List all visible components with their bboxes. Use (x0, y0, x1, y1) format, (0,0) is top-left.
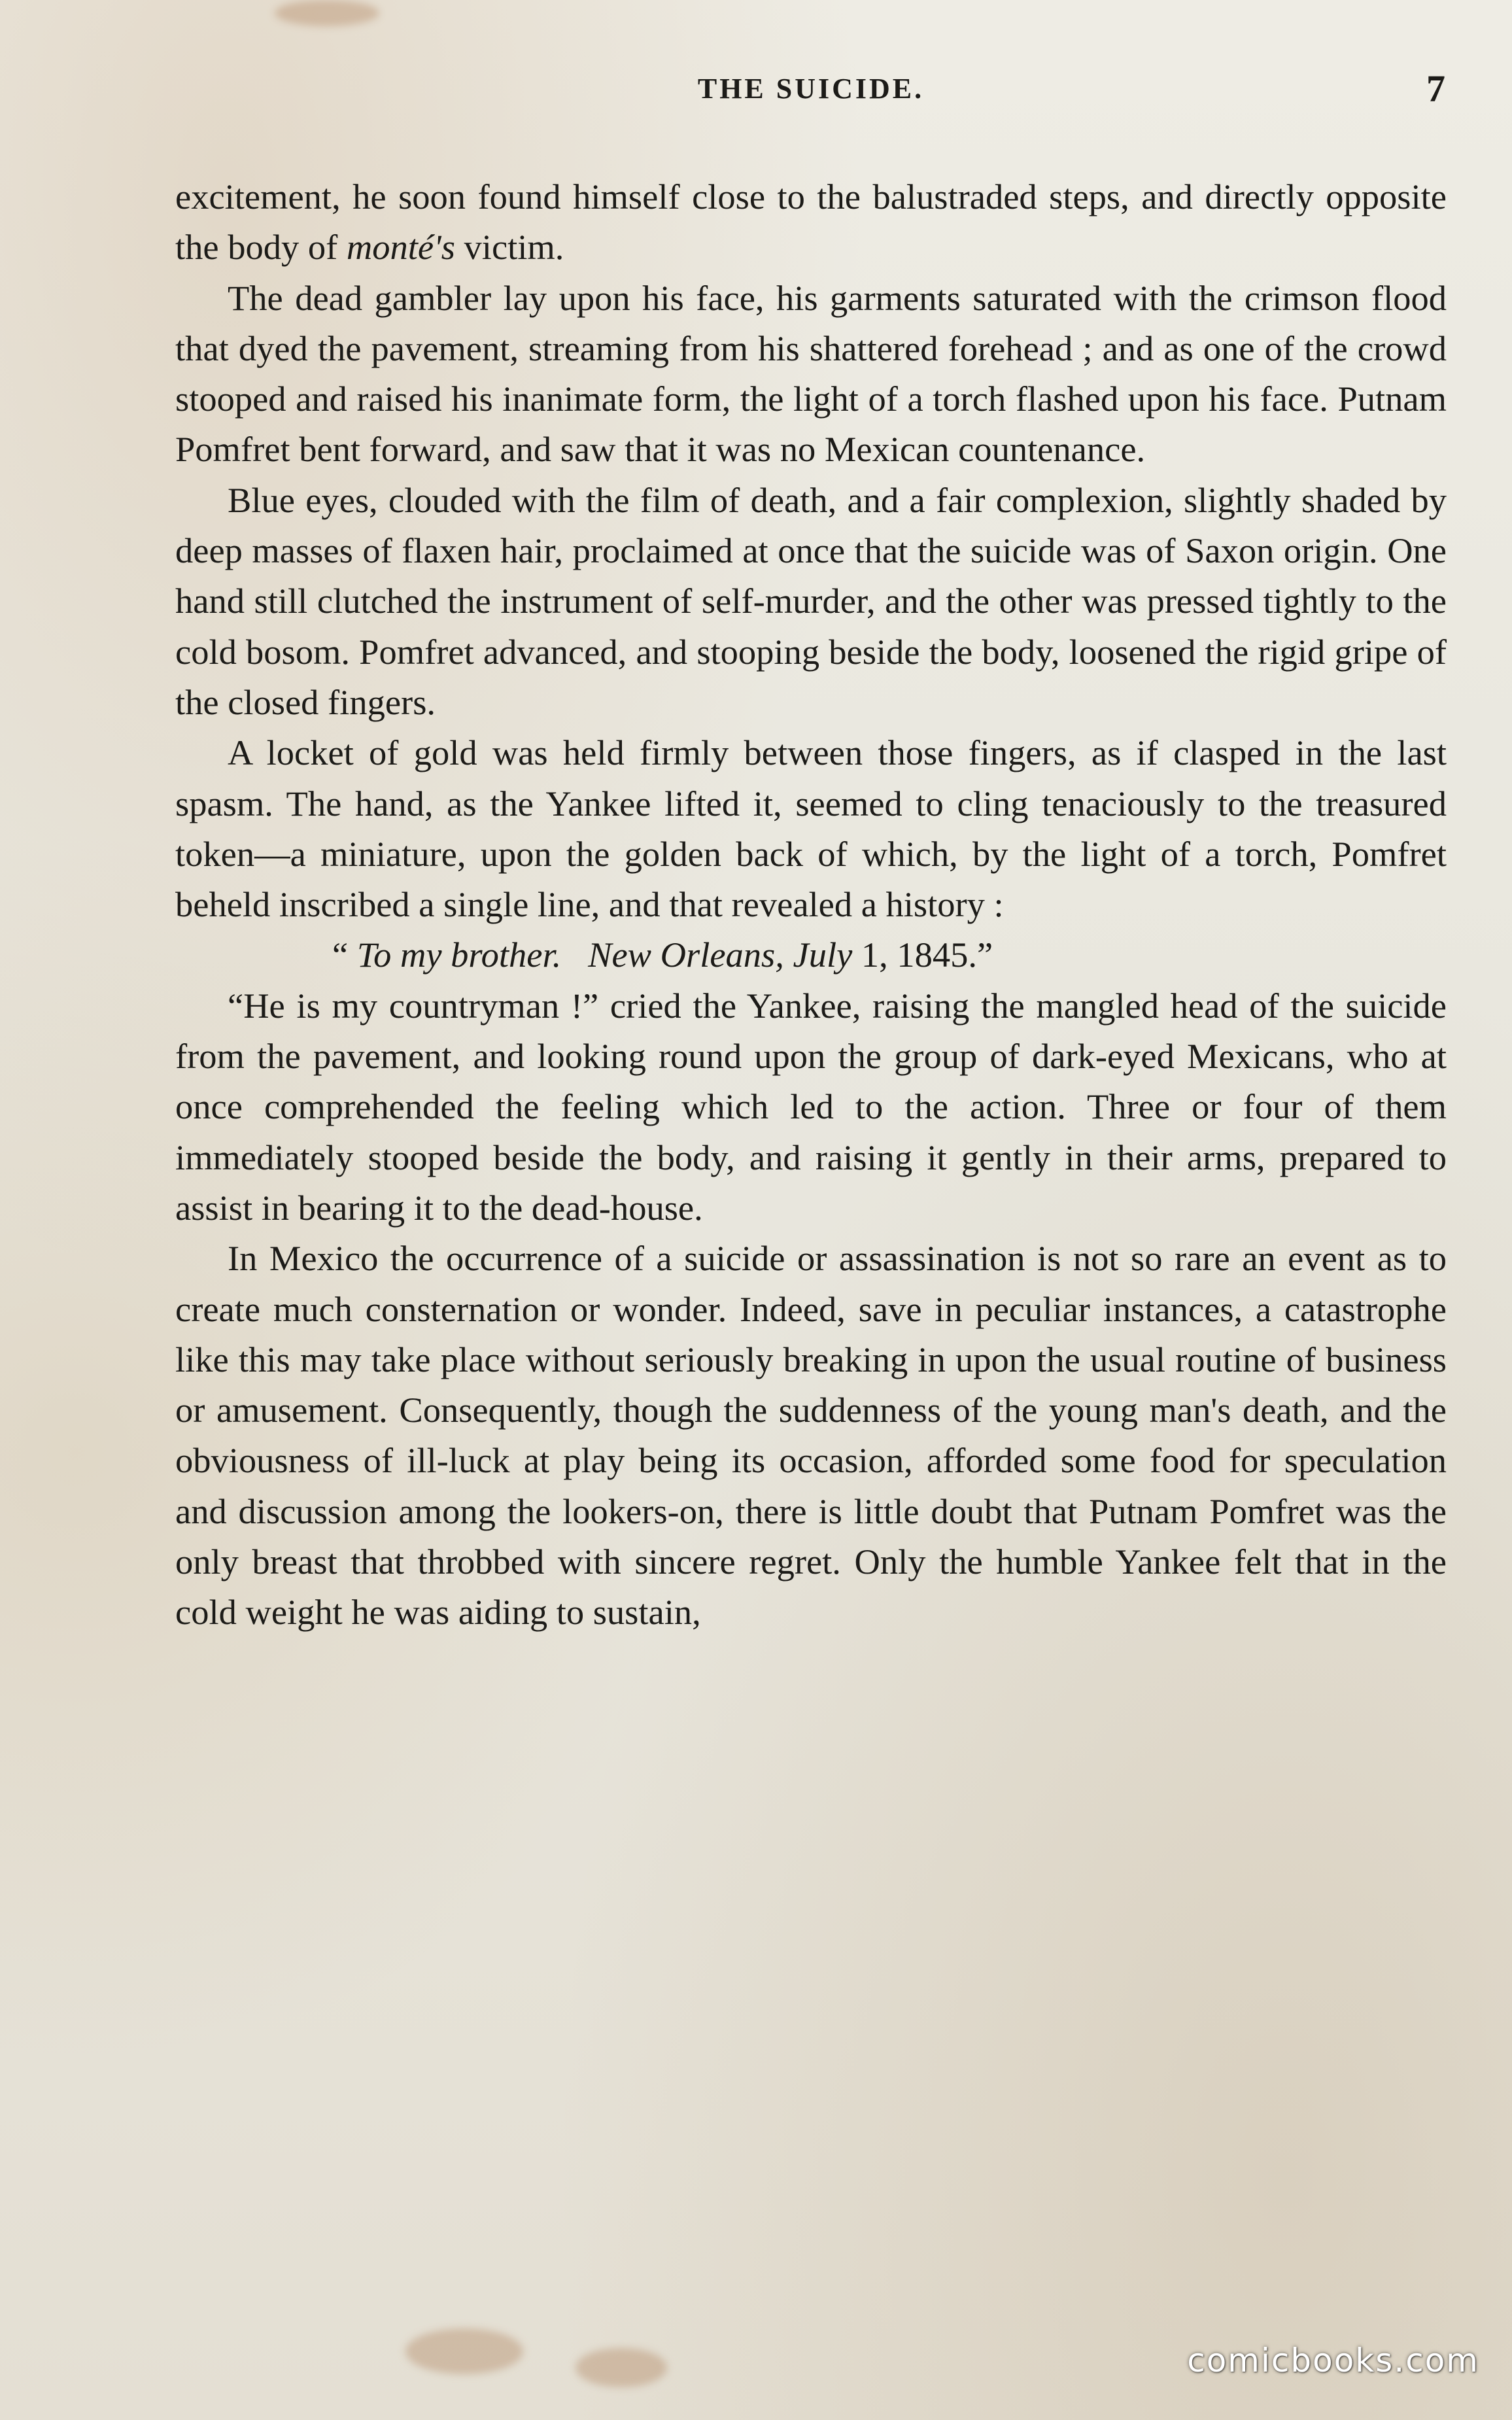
paper-stain (576, 2348, 667, 2387)
inscription-date: 1, 1845.” (852, 935, 993, 975)
page-number: 7 (1426, 67, 1445, 110)
inscription-open-quote: “ (332, 935, 357, 975)
paragraph-4: A locket of gold was held firmly between those fingers, as if clasped in the last spasm. The hand, as the Yankee lifted it, seemed to cling tenaciously to the treasured token—a miniature, upon the golden back of which, by the light of a torch, Pomfret beheld inscribed a single line, and that revealed a history : (175, 733, 1447, 925)
body-text (175, 171, 1447, 1638)
paragraph-6: In Mexico the occurrence of a suicide or assassination is not so rare an event as to create much consternation or wonder. Indeed, save in peculiar instances, a catastrophe like this may take place without seriously breaking in upon the usual routine of business or amusement. Consequently, though the suddenness of the young man's death, and the obviousness of ill-luck at play being its occasion, afforded some food for speculation and discussion among the lookers-on, there is little doubt that Putnam Pomfret was the only breast that throbbed with sincere regret. Only the humble Yankee felt that in the cold weight he was aiding to sustain, (175, 1238, 1447, 1633)
running-head: THE SUICIDE. (697, 73, 925, 105)
paragraph-5: “He is my countryman !” cried the Yankee, raising the mangled head of the suicide from the pavement, and looking round upon the group of dark-eyed Mexicans, who at once comprehended the feeling which led to the action. Three or four of them immediately stooped beside the body, and raising it gently in their arms, prepared to assist in bearing it to the dead-house. (175, 985, 1447, 1228)
watermark: comicbooks.com (1187, 2342, 1479, 2379)
inscription-to-my-brother: To my brother. (356, 935, 562, 975)
inscription-city: New Orleans, (588, 935, 784, 975)
paper-stain (275, 0, 379, 26)
paragraph-1-after: victim. (455, 227, 564, 268)
paper-stain (405, 2328, 523, 2374)
inscription-month: July (793, 935, 853, 975)
paragraph-2: The dead gambler lay upon his face, his garments saturated with the crimson flood that dyed the pavement, streaming from his shattered forehead ; and as one of the crowd stooped and raised his inanimate form, the light of a torch flashed upon his face. Putnam Pomfret bent forward, and saw that it was no Mexican countenance. (175, 277, 1447, 470)
locket-inscription (175, 929, 1447, 980)
paragraph-1 (175, 171, 1447, 273)
paragraph-1-before: excitement, he soon found himself close to the balustraded steps, and directly opposite the body of (175, 177, 1447, 268)
paragraph-3: Blue eyes, clouded with the film of death, and a fair complexion, slightly shaded by deep masses of flaxen hair, proclaimed at once that the suicide was of Saxon origin. One hand still clutched the instrument of self-murder, and the other was pressed tightly to the cold bosom. Pomfret advanced, and stooping beside the body, loosened the rigid gripe of the closed fingers. (175, 479, 1447, 722)
page-header (177, 67, 1445, 118)
paragraph-1-italic: monté's (346, 227, 455, 268)
